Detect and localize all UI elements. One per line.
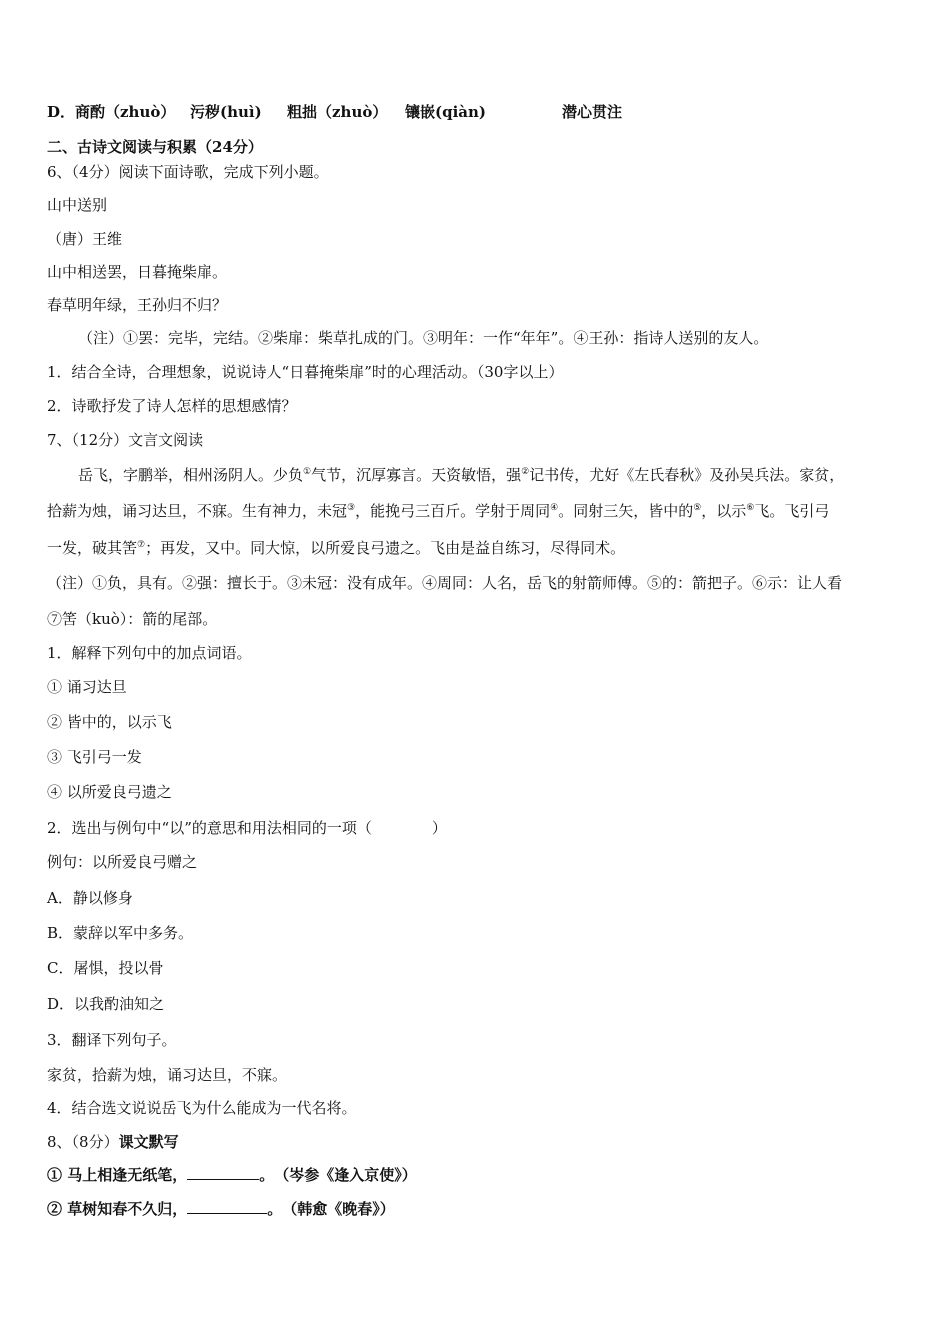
section-heading: 二、古诗文阅读与积累（24分） (47, 138, 263, 156)
passage-line-3 (47, 538, 625, 558)
passage-note-1: （注）①负，具有。②强：擅长于。③未冠：没有成年。④周同：人名，岳飞的射箭师傅。⑤的：箭把子。⑥示：让人看 (47, 574, 843, 592)
answer-blank[interactable] (187, 1165, 259, 1180)
q8-stem-title: 课文默写 (118, 1133, 179, 1151)
q8-line-2-text: ② 草树知春不久归， (47, 1200, 188, 1218)
q7-example: 例句：以所爱良弓赠之 (47, 853, 198, 871)
passage-line-1 (78, 465, 844, 485)
option-d-item-5: 潜心贯注 (562, 103, 623, 121)
q7-sub-4: 4．结合选文说说岳飞为什么能成为一代名将。 (47, 1099, 357, 1117)
choice-b: B．蒙辞以军中多务。 (47, 924, 194, 942)
passage-text: 气节，沉厚寡言。天资敏悟，强 (311, 466, 522, 484)
passage-text: ；再发，又中。同大惊，以所爱良弓遗之。飞由是益自练习，尽得同术。 (145, 539, 626, 557)
footnote-mark: ⑥ (746, 503, 755, 513)
q6-sub-1: 1．结合全诗，合理想象，说说诗人“日暮掩柴扉”时的心理活动。（30字以上） (47, 363, 564, 381)
footnote-mark: ④ (550, 503, 559, 513)
passage-text: 拾薪为烛，诵习达旦，不寐。生有神力，未冠 (47, 502, 348, 520)
q7-item-3: ③ 飞引弓一发 (47, 748, 142, 766)
footnote-mark: ⑦ (137, 540, 146, 550)
option-d-label: D． (47, 103, 76, 121)
q8-line-2-source: 。 （韩愈《晚春》） (267, 1200, 395, 1218)
choice-c: C．屠惧，投以骨 (47, 959, 164, 977)
option-d-item-1: 商酌（zhuò） (75, 103, 176, 121)
q7-stem: 7、（12分）文言文阅读 (47, 431, 204, 449)
q7-item-2: ② 皆中的，以示飞 (47, 713, 172, 731)
footnote-mark: ② (521, 467, 530, 477)
passage-note-2: ⑦筈（kuò）：箭的尾部。 (47, 610, 218, 628)
option-d-item-2: 污秽(huì) (190, 103, 262, 121)
q7-sub-1: 1．解释下列句中的加点词语。 (47, 644, 252, 662)
passage-text: 飞。飞引弓 (754, 502, 830, 520)
footnote-mark: ⑤ (693, 503, 702, 513)
q8-stem-prefix: 8、（8分） (47, 1133, 119, 1151)
passage-line-2 (47, 501, 829, 521)
poem-line-1: 山中相送罢，日暮掩柴扉。 (47, 263, 228, 281)
q8-stem (47, 1132, 179, 1152)
q7-item-1: ① 诵习达旦 (47, 678, 127, 696)
q6-stem: 6、（4分）阅读下面诗歌，完成下列小题。 (47, 163, 329, 181)
option-d-item-3: 粗拙（zhuò） (287, 103, 388, 121)
q8-line-1-source: 。 （岑参《逢入京使》） (259, 1166, 417, 1184)
poem-line-2: 春草明年绿，王孙归不归？ (47, 296, 228, 314)
passage-text: 。同射三矢，皆中的 (558, 502, 694, 520)
footnote-mark: ① (303, 467, 312, 477)
passage-text: 一发，破其筈 (47, 539, 138, 557)
choice-d: D．以我酌油知之 (47, 995, 165, 1013)
option-d-item-4: 镶嵌(qiàn) (405, 103, 487, 121)
option-d-row (47, 102, 622, 122)
passage-text: 岳飞，字鹏举，相州汤阴人。少负 (78, 466, 304, 484)
q8-line-1 (47, 1165, 417, 1185)
poem-author: （唐）王维 (47, 230, 123, 248)
q7-item-4: ④ 以所爱良弓遗之 (47, 783, 172, 801)
q7-sub-2: 2．选出与例句中“以”的意思和用法相同的一项（ ） (47, 819, 447, 837)
choice-a: A．静以修身 (47, 889, 133, 907)
poem-title: 山中送别 (47, 196, 108, 214)
q6-sub-2: 2．诗歌抒发了诗人怎样的思想感情？ (47, 397, 297, 415)
q7-sentence: 家贫，拾薪为烛，诵习达旦，不寐。 (47, 1066, 288, 1084)
q8-line-2 (47, 1199, 395, 1219)
passage-text: ，能挽弓三百斤。学射于周同 (355, 502, 551, 520)
footnote-mark: ③ (347, 503, 356, 513)
passage-text: ，以示 (701, 502, 747, 520)
passage-text: 记书传，尤好《左氏春秋》及孙吴兵法。家贫， (529, 466, 845, 484)
q7-sub-3: 3．翻译下列句子。 (47, 1031, 177, 1049)
poem-note: （注）①罢：完毕，完结。②柴扉：柴草扎成的门。③明年：一作“年年”。④王孙：指诗人送别的友人。 (78, 329, 769, 347)
q8-line-1-text: ① 马上相逢无纸笔， (47, 1166, 188, 1184)
answer-blank[interactable] (187, 1199, 267, 1214)
